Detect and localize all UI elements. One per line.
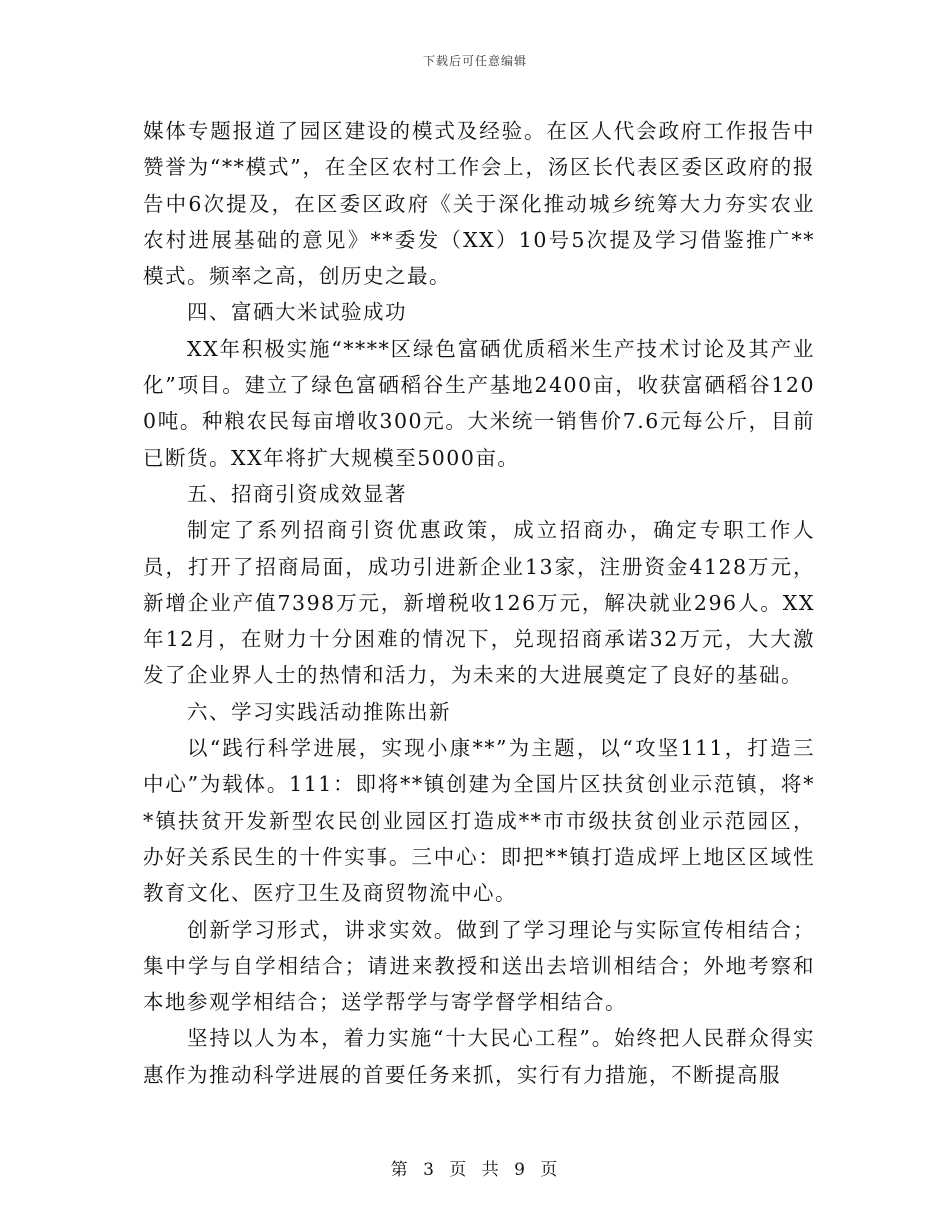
body-paragraph: 媒体专题报道了园区建设的模式及经验。在区人代会政府工作报告中赞誉为“**模式”，在全区农村工作会上，汤区长代表区委区政府的报告中6次提及，在区委区政府《关于深化推动城乡统筹大力夯实农业农村进展基础的意见》**委发（XX）10号5次提及学习借鉴推广**模式。频率之高，创历史之最。 xyxy=(143,119,815,289)
body-paragraph: 坚持以人为本，着力实施“十大民心工程”。始终把人民群众得实惠作为推动科学进展的首要任务来抓，实行有力措施，不断提高服 xyxy=(143,1026,815,1087)
footer-current-page: 3 xyxy=(423,1160,436,1180)
footer-label-total: 共 xyxy=(481,1160,501,1180)
body-paragraph: 创新学习形式，讲求实效。做到了学习理论与实际宣传相结合；集中学与自学相结合；请进来教授和送出去培训相结合；外地考察和本地参观学相结合；送学帮学与寄学督学相结合。 xyxy=(143,917,815,1015)
body-paragraph: 制定了系列招商引资优惠政策，成立招商办，确定专职工作人员，打开了招商局面，成功引进新企业13家，注册资金4128万元，新增企业产值7398万元，新增税收126万元，解决就业296人。XX年12月，在财力十分困难的情况下，兑现招商承诺32万元，大大激发了企业界人士的热情和活力，为未来的大进展奠定了良好的基础。 xyxy=(143,518,815,688)
document-body xyxy=(143,113,815,1093)
section-heading-investment: 五、招商引资成效显著 xyxy=(187,481,407,506)
section-heading-selenium-rice: 四、富硒大米试验成功 xyxy=(187,300,407,325)
footer-label-page: 第 xyxy=(390,1160,410,1180)
body-paragraph: 以“践行科学进展，实现小康**”为主题，以“攻坚111，打造三中心”为载体。111：即将**镇创建为全国片区扶贫创业示范镇，将**镇扶贫开发新型农民创业园区打造成**市市级扶贫创业示范园区，办好关系民生的十件实事。三中心：即把**镇打造成坪上地区区域性教育文化、医疗卫生及商贸物流中心。 xyxy=(143,736,815,906)
page-footer xyxy=(0,1155,950,1180)
section-heading-study-practice: 六、学习实践活动推陈出新 xyxy=(187,699,451,724)
body-paragraph: XX年积极实施“****区绿色富硒优质稻米生产技术讨论及其产业化”项目。建立了绿色富硒稻谷生产基地2400亩，收获富硒稻谷1200吨。种粮农民每亩增收300元。大米统一销售价7.6元每公斤，目前已断货。XX年将扩大规模至5000亩。 xyxy=(143,336,815,470)
footer-total-pages: 9 xyxy=(514,1160,527,1180)
page-header: 下载后可任意编辑 xyxy=(422,54,527,68)
footer-label-total-unit: 页 xyxy=(540,1160,560,1180)
footer-label-page-unit: 页 xyxy=(449,1160,469,1180)
